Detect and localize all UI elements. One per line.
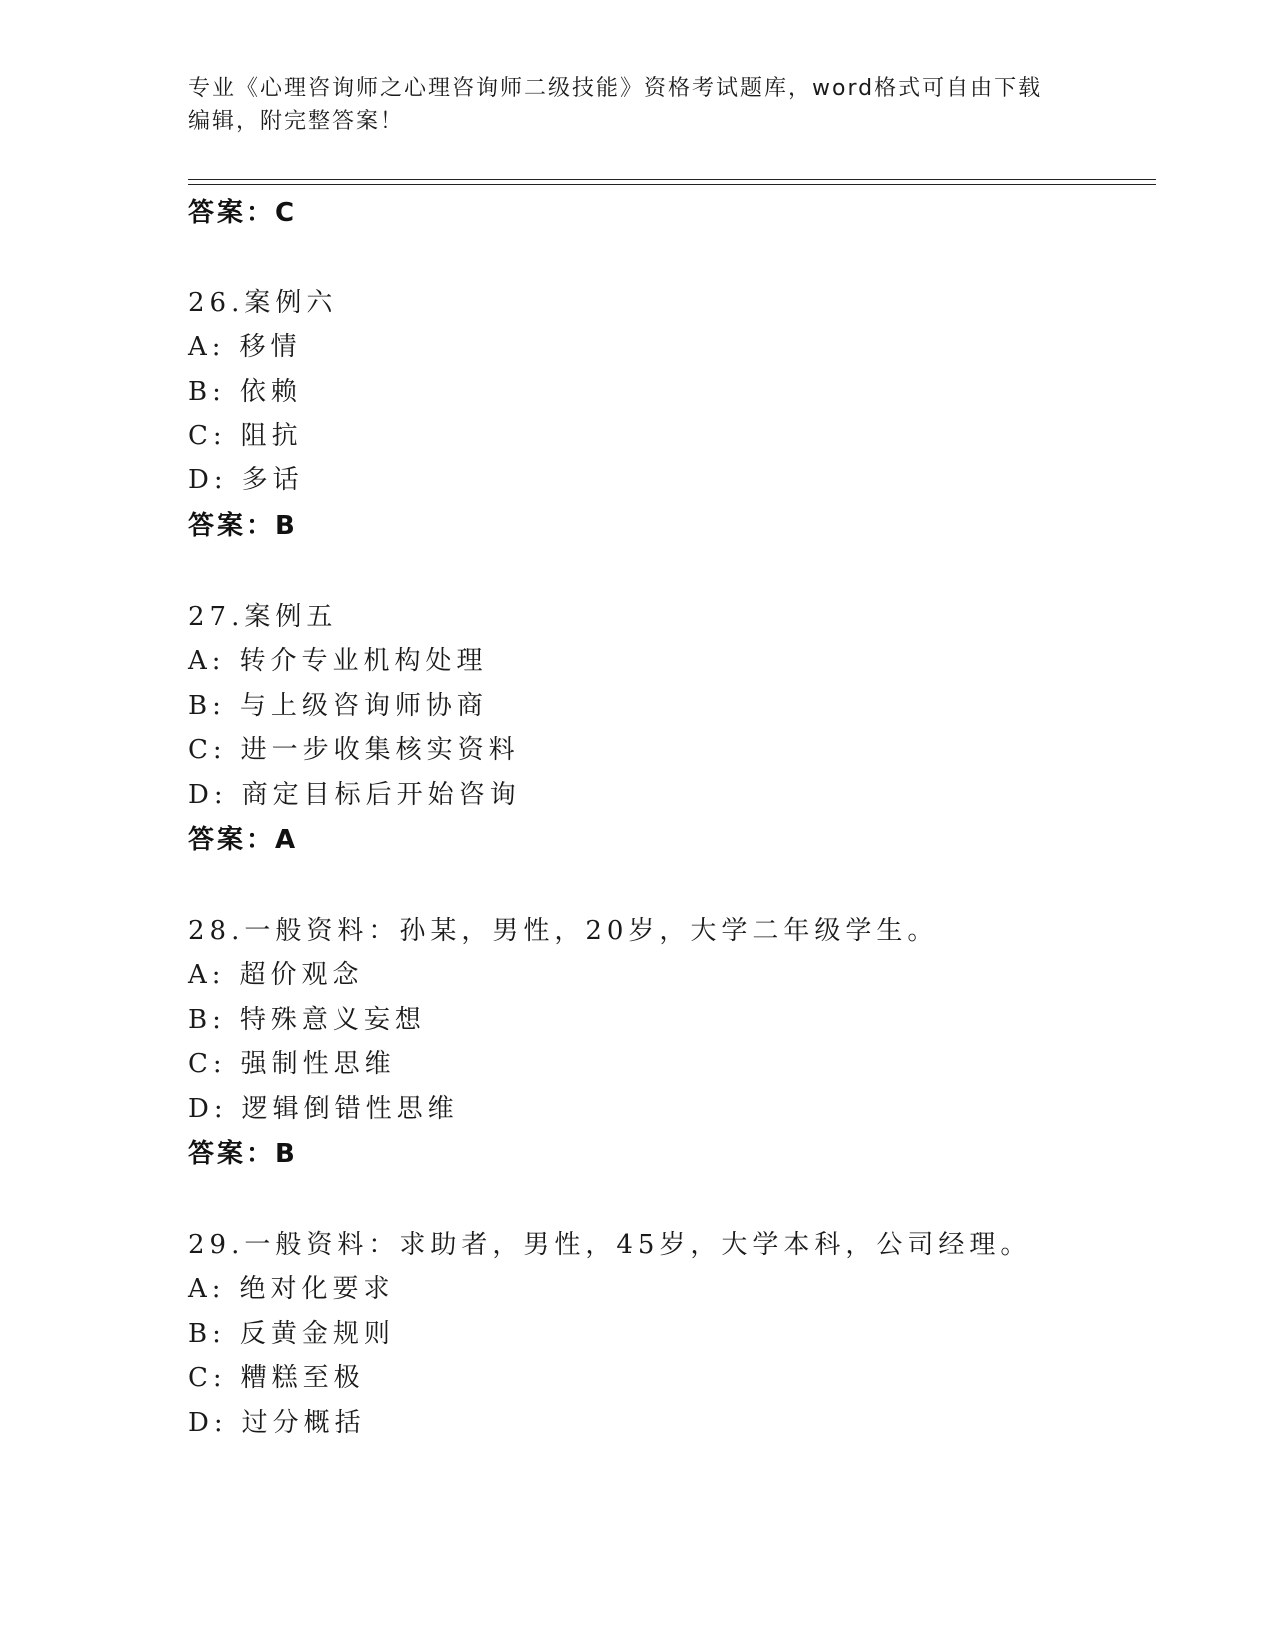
- option-letter: A:: [188, 960, 226, 990]
- option-letter: C:: [188, 1049, 227, 1079]
- option-text: 商定目标后开始咨询: [241, 780, 521, 810]
- option-c: [188, 729, 520, 766]
- option-letter: B:: [188, 1319, 226, 1349]
- question-title: 27.案例五: [188, 602, 338, 632]
- option-letter: B:: [188, 691, 226, 721]
- option-letter: A:: [188, 646, 226, 676]
- document-header: [188, 72, 1088, 138]
- option-letter: A:: [188, 1274, 226, 1304]
- option-text: 绝对化要求: [239, 1274, 395, 1304]
- option-text: 依赖: [239, 377, 302, 407]
- answer-label: 答案：B: [188, 1139, 298, 1169]
- answer-label: 答案：B: [188, 511, 298, 541]
- header-line-2: 编辑，附完整答案！: [188, 109, 405, 134]
- option-text: 阻抗: [240, 421, 303, 451]
- option-text: 强制性思维: [240, 1049, 396, 1079]
- option-text: 转介专业机构处理: [239, 646, 488, 676]
- option-b: [188, 371, 302, 408]
- option-c: [188, 1357, 365, 1394]
- option-letter: B:: [188, 377, 226, 407]
- option-d: [188, 774, 521, 811]
- option-b: [188, 685, 488, 722]
- option-d: [188, 459, 304, 496]
- option-a: [188, 954, 364, 991]
- option-letter: C:: [188, 735, 227, 765]
- answer-label: 答案：C: [188, 198, 298, 228]
- option-text: 特殊意义妄想: [239, 1005, 426, 1035]
- question-title: 29.一般资料：求助者，男性，45岁，大学本科，公司经理。: [188, 1230, 1032, 1260]
- option-letter: C:: [188, 1363, 227, 1393]
- option-text: 反黄金规则: [239, 1319, 395, 1349]
- option-letter: D:: [188, 465, 228, 495]
- option-text: 移情: [239, 332, 302, 362]
- option-text: 超价观念: [239, 960, 364, 990]
- option-text: 糟糕至极: [240, 1363, 365, 1393]
- option-a: [188, 1268, 395, 1305]
- option-a: [188, 326, 302, 363]
- option-b: [188, 1313, 395, 1350]
- option-letter: D:: [188, 1094, 228, 1124]
- option-letter: C:: [188, 421, 227, 451]
- option-a: [188, 640, 488, 677]
- option-text: 过分概括: [241, 1408, 366, 1438]
- option-text: 逻辑倒错性思维: [241, 1094, 459, 1124]
- question-title: 28.一般资料：孙某，男性，20岁，大学二年级学生。: [188, 916, 939, 946]
- header-line-1: 专业《心理咨询师之心理咨询师二级技能》资格考试题库，word格式可自由下载: [188, 76, 1043, 101]
- answer-label: 答案：A: [188, 825, 299, 855]
- option-text: 多话: [241, 465, 304, 495]
- option-b: [188, 999, 426, 1036]
- option-d: [188, 1088, 459, 1125]
- option-text: 进一步收集核实资料: [240, 735, 520, 765]
- option-letter: B:: [188, 1005, 226, 1035]
- header-divider-top: [188, 179, 1156, 180]
- option-letter: A:: [188, 332, 226, 362]
- option-c: [188, 415, 303, 452]
- option-text: 与上级咨询师协商: [239, 691, 488, 721]
- option-letter: D:: [188, 1408, 228, 1438]
- header-divider-bottom: [188, 184, 1156, 185]
- option-c: [188, 1043, 396, 1080]
- option-letter: D:: [188, 780, 228, 810]
- question-title: 26.案例六: [188, 288, 338, 318]
- option-d: [188, 1402, 366, 1439]
